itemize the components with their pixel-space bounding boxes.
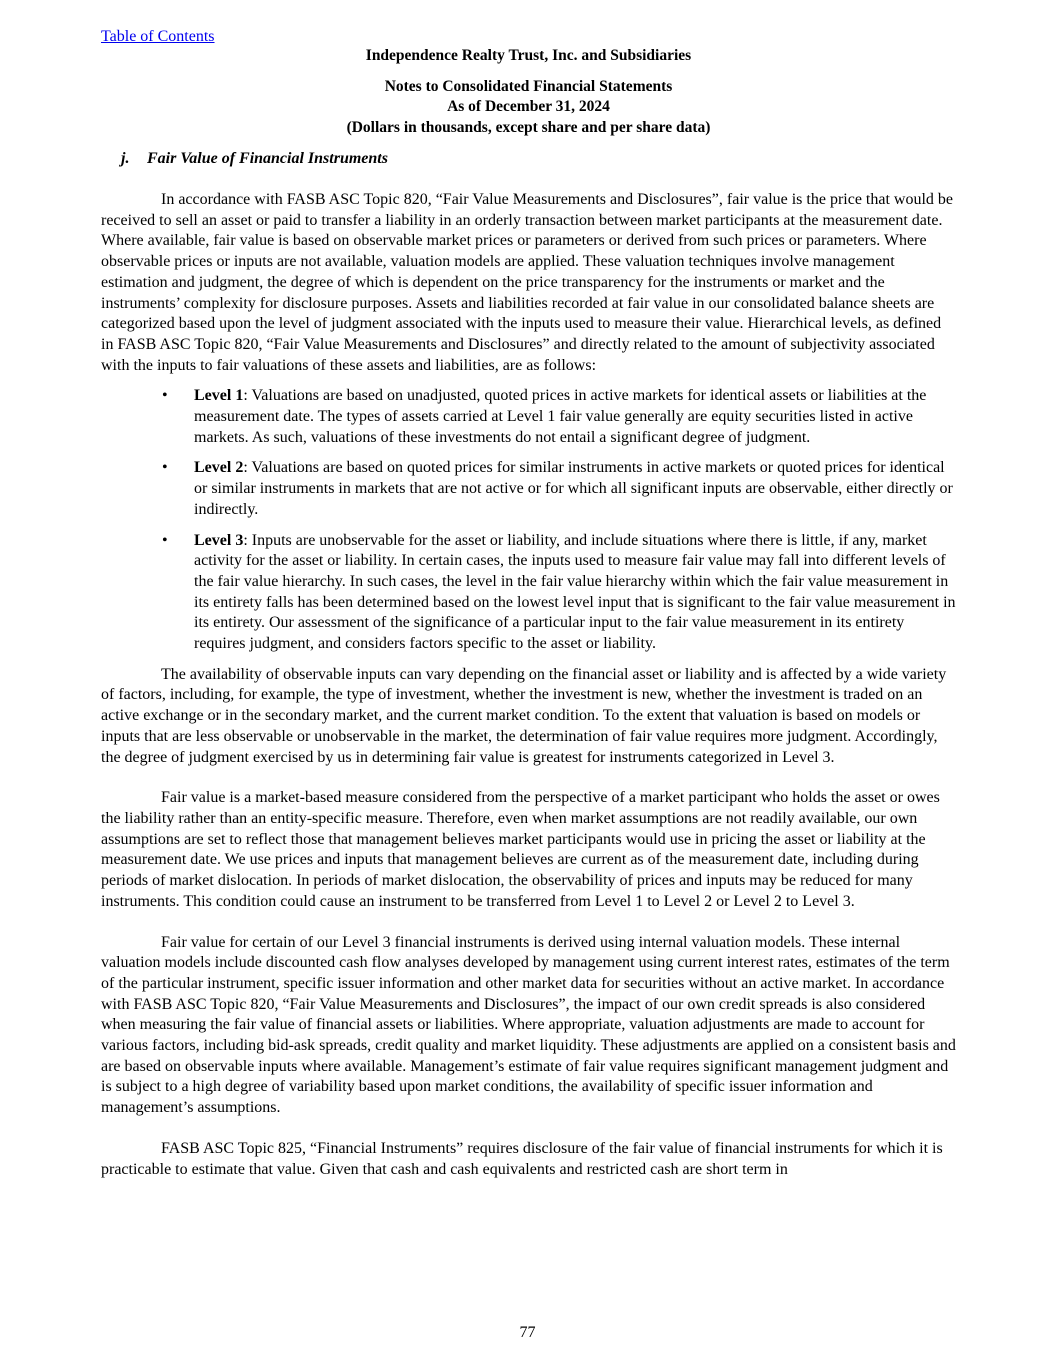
level3-models-paragraph: Fair value for certain of our Level 3 financial instruments is derived using internal valuation models. These internal valuation models include discounted cash flow analyses developed by management using current interest rates, estimates of the term of the particular instrument, specific issuer information and other market data for securities without an active market. In accordance with FASB ASC Topic 820, “Fair Value Measurements and Disclosures”, the impact of our own credit spreads is also considered when measuring the fair value of financial assets or liabilities. Where appropriate, valuation adjustments are made to account for various factors, including bid-ask spreads, credit quality and market liquidity. These adjustments are applied on a consistent basis and are based on observable inputs where available. Management’s estimate of fair value requires significant management judgment and is subject to a high degree of variability based upon market conditions, the availability of specific issuer information and management’s assumptions. [101,933,956,1117]
list-item-level-3 [101,531,956,655]
page-number: 77 [519,1324,536,1341]
availability-paragraph: The availability of observable inputs can vary depending on the financial asset or liability and is affected by a wide variety of factors, including, for example, the type of investment, whether the investment is new, whether the investment is traded on an active exchange or in the secondary market, and the current market condition. To the extent that valuation is based on models or inputs that are less observable or unobservable in the market, the determination of fair value requires more judgment. Accordingly, the degree of judgment exercised by us in determining fair value is greatest for instruments categorized in Level 3. [101,665,947,766]
list-item-level-1 [101,386,956,448]
bullet-icon: • [162,459,168,477]
intro-paragraph: In accordance with FASB ASC Topic 820, “Fair Value Measurements and Disclosures”, fair value is the price that would be received to sell an asset or paid to transfer a liability in an orderly transaction between market participants at the measurement date. Where available, fair value is based on observable market prices or parameters or derived from such prices or parameters. Where observable prices or inputs are not available, valuation models are applied. These valuation techniques involve management estimation and judgment, the degree of which is dependent on the price transparency for the instruments or market and the instruments’ complexity for disclosure purposes. Assets and liabilities recorded at fair value in our consolidated balance sheets are categorized based upon the level of judgment associated with the inputs used to measure their value. Hierarchical levels, as defined in FASB ASC Topic 820, “Fair Value Measurements and Disclosures” and directly related to the amount of subjectivity associated with the inputs to fair valuations of these assets and liabilities, are as follows: [101,191,954,374]
level-label: Level 3 [194,531,244,549]
level-description: : Inputs are unobservable for the asset or liability, and include situations where there is little, if any, market activity for the asset or liability. In certain cases, the inputs used to measure fair value may fall into different levels of the fair value hierarchy. In such cases, the level in the fair value hierarchy within which the fair value measurement in its entirety falls has been determined based on the lowest level input that is significant to the fair value measurement in its entirety. Our assessment of the significance of a particular input to the fair value measurement in its entirety requires judgment, and considers factors specific to the asset or liability. [194,531,956,653]
table-of-contents-link[interactable]: Table of Contents [101,28,215,45]
section-title: Fair Value of Financial Instruments [147,150,388,167]
section-letter: j. [121,150,130,167]
market-based-paragraph: Fair value is a market-based measure considered from the perspective of a market participant who holds the asset or owes the liability rather than an entity-specific measure. Therefore, even when market assumptions are not readily available, our own assumptions are set to reflect those that management believes market participants would use in pricing the asset or liability at the measurement date. We use prices and inputs that management believes are current as of the measurement date, including during periods of market dislocation. In periods of market dislocation, the observability of prices and inputs may be reduced for many instruments. This condition could cause an instrument to be transferred from Level 1 to Level 2 or Level 2 to Level 3. [101,789,940,910]
section-heading [101,148,956,170]
fair-value-levels-list [101,386,956,654]
document-header [101,46,956,138]
notes-title: Notes to Consolidated Financial Statements [384,77,673,95]
document-page [101,26,956,1180]
units-note: (Dollars in thousands, except share and per share data) [346,118,711,136]
topic-825-paragraph: FASB ASC Topic 825, “Financial Instruments” requires disclosure of the fair value of financial instruments for which it is practicable to estimate that value. Given that cash and cash equivalents and restricted cash are short term in [101,1139,943,1178]
level-label: Level 2 [194,459,244,477]
as-of-date: As of December 31, 2024 [447,98,610,115]
list-item-level-2 [101,458,956,520]
level-label: Level 1 [194,387,244,405]
bullet-icon: • [162,531,168,549]
bullet-icon: • [162,387,168,405]
company-name: Independence Realty Trust, Inc. and Subsidiaries [365,47,692,64]
level-description: : Valuations are based on unadjusted, quoted prices in active markets for identical assets or liabilities at the measurement date. The types of assets carried at Level 1 fair value generally are equity securities listed in active markets. As such, valuations of these investments do not entail a significant degree of judgment. [194,387,927,446]
level-description: : Valuations are based on quoted prices for similar instruments in active markets or quoted prices for identical or similar instruments in markets that are not active or for which all significant inputs are observable, either directly or indirectly. [194,459,953,518]
